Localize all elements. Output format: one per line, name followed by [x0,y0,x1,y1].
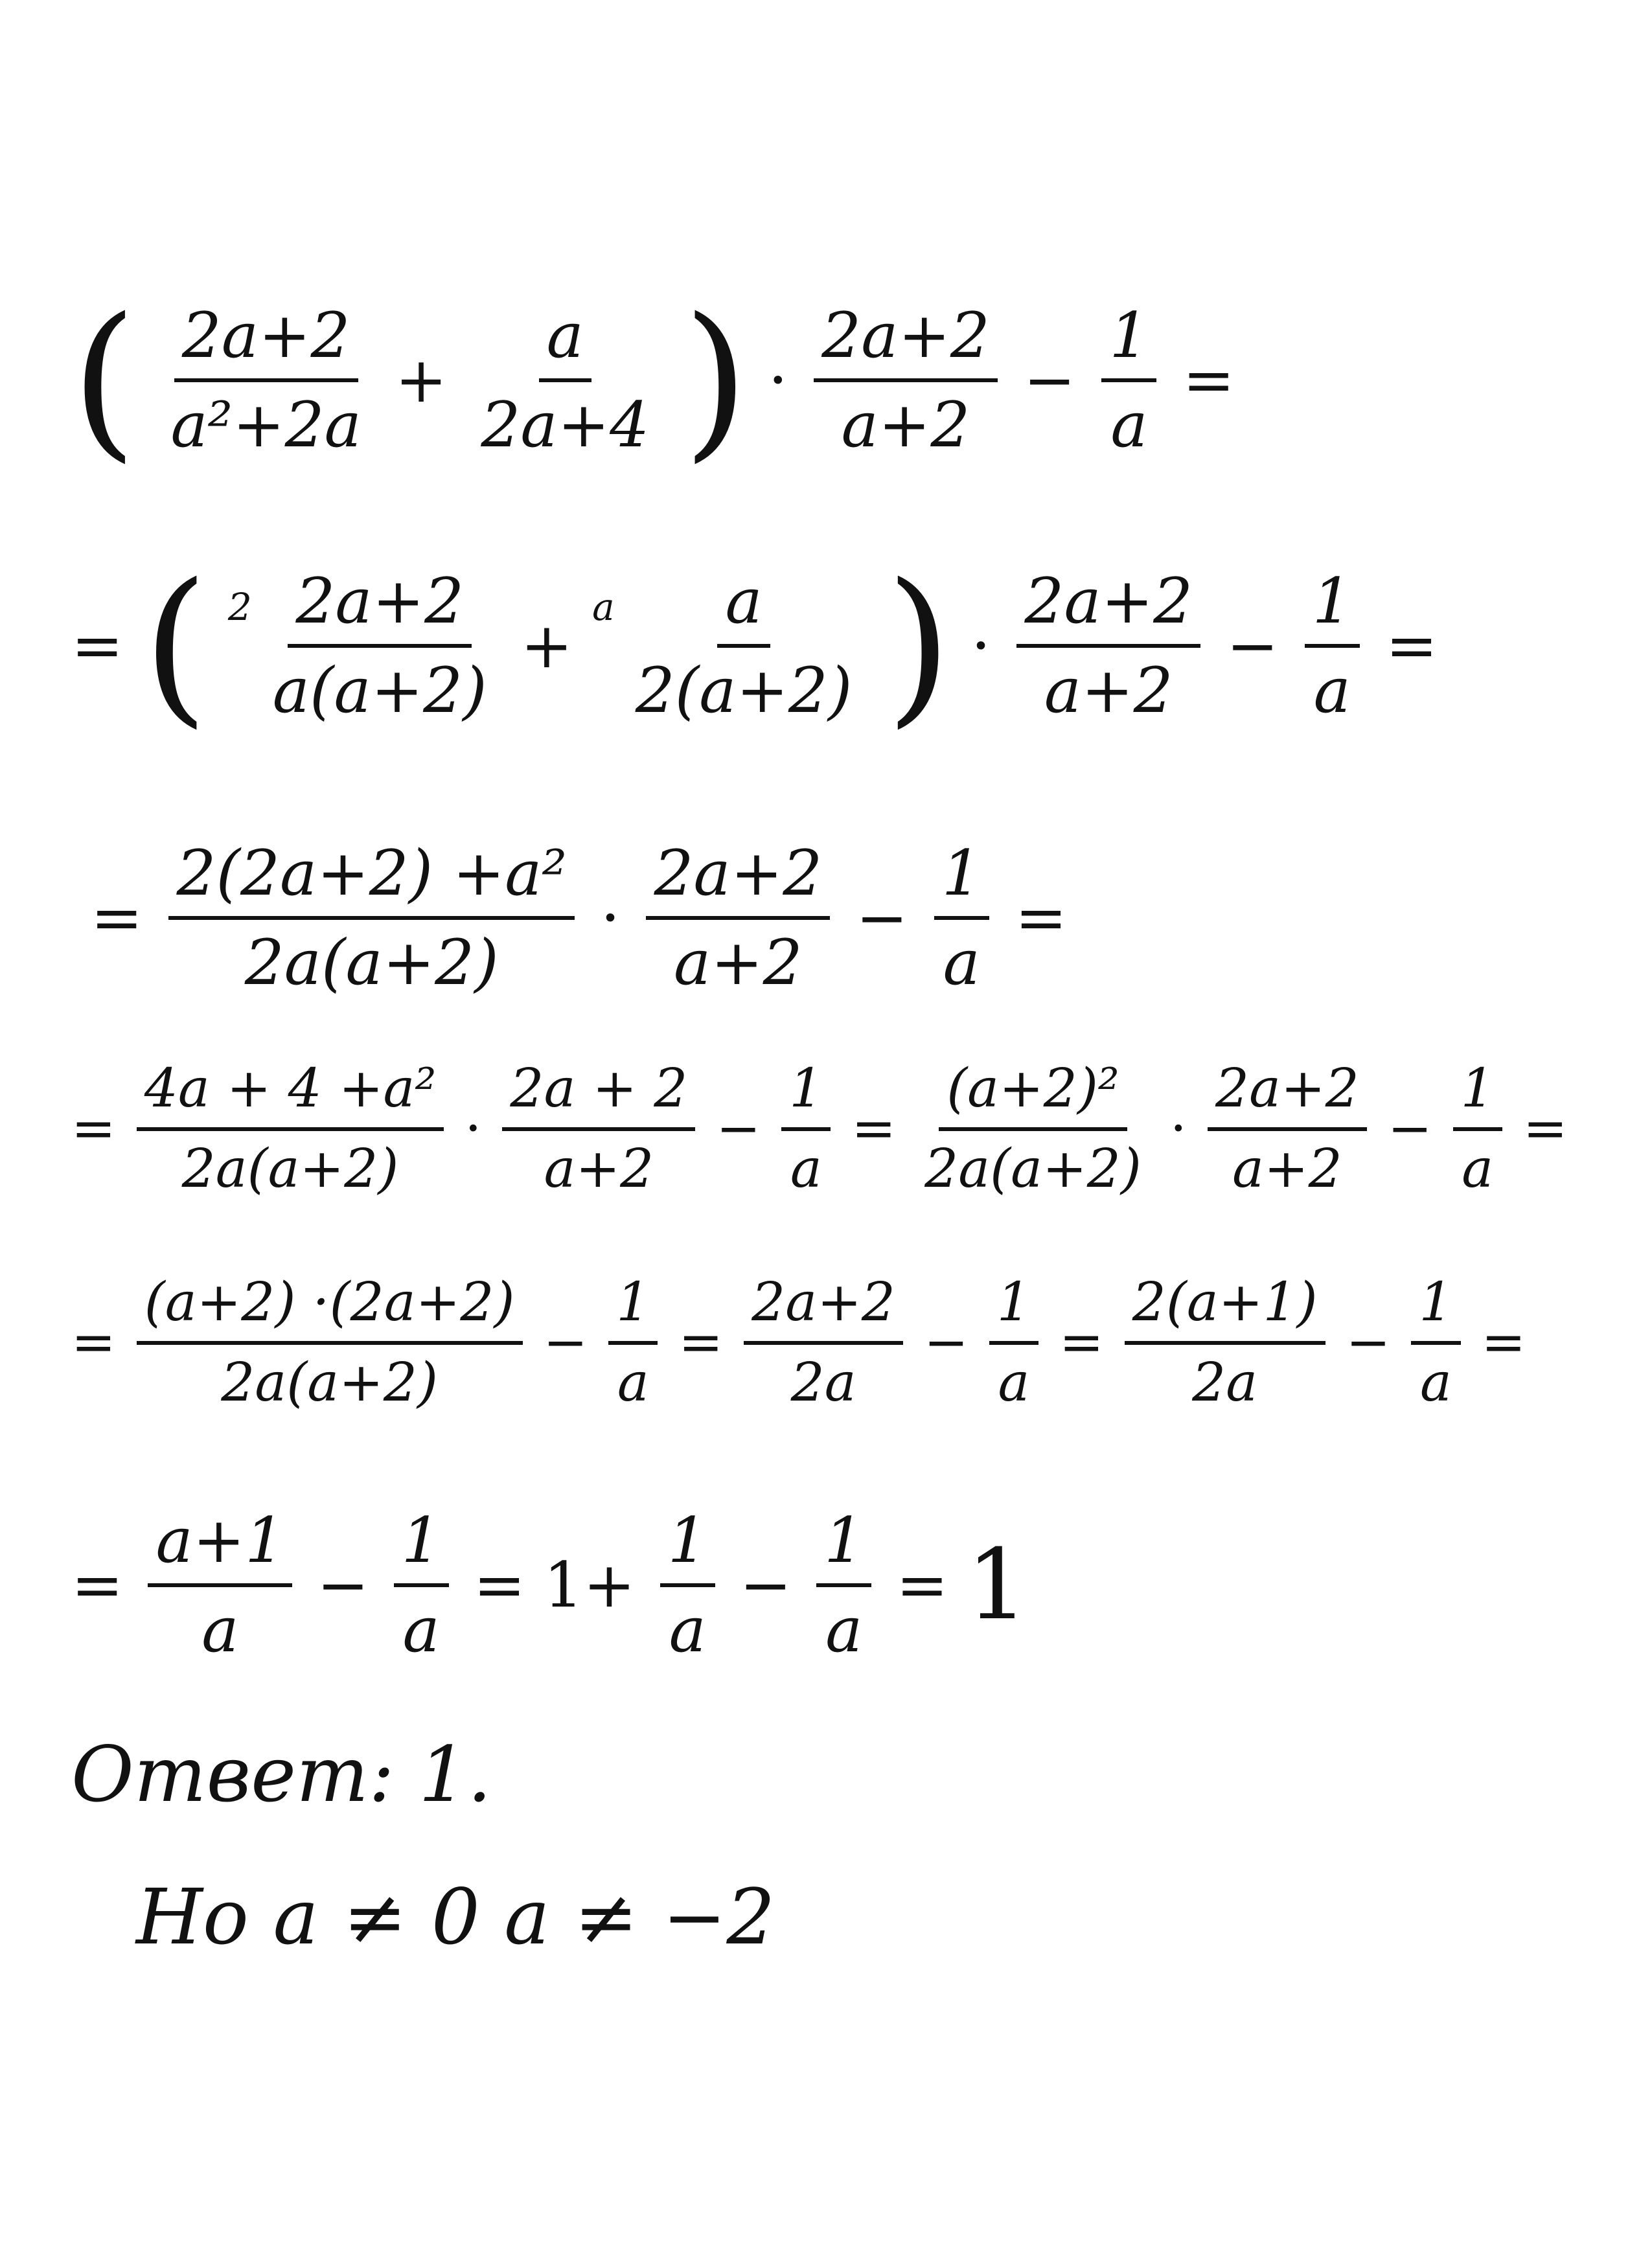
denominator: a [669,1594,706,1666]
fraction [737,1272,910,1414]
denominator: a²+2a [170,389,361,461]
fraction [466,299,663,461]
one-plus: 1+ [544,1549,636,1621]
domain-condition: Но a ≠ 0 a ≠ −2 [136,1872,775,1962]
left-paren: ( [143,548,209,744]
denominator: a [1110,389,1148,461]
denominator: 2a(a+2) [221,1352,439,1414]
multiply-sign: · [970,610,991,682]
equals-sign: = [896,1549,948,1621]
numerator: (a+2) ·(2a+2) [137,1276,523,1345]
numerator: 2a+2 [1208,1062,1367,1131]
equals-sign: = [473,1549,526,1621]
denominator: 2a [790,1352,856,1414]
numerator: 2a+2 [1016,570,1200,648]
equals-sign: = [71,1312,116,1373]
minus-sign: − [1346,1312,1391,1373]
denominator: 2a+4 [481,389,650,461]
minus-sign: − [317,1549,369,1621]
denominator: a(a+2) [272,654,487,727]
minus-sign: − [1226,610,1279,682]
numerator: 1 [660,1509,715,1587]
numerator: a [539,304,591,382]
denominator: a [943,926,980,999]
equals-sign: = [91,882,143,954]
step-6 [71,1504,1652,1666]
numerator: 2a+2 [646,842,830,920]
denominator: a [998,1352,1030,1414]
equals-sign: = [1385,610,1438,682]
numerator: 2a+2 [744,1276,903,1345]
fraction [602,1272,664,1414]
equals-sign: = [1059,1312,1104,1373]
plus-sign: + [395,344,448,417]
minus-sign: − [856,882,908,954]
denominator: a [1462,1138,1494,1200]
fraction [775,1058,837,1200]
right-paren: ) [683,282,749,478]
equals-sign: = [851,1098,897,1160]
denominator: a [617,1352,649,1414]
factor-note: a [592,585,615,629]
denominator: 2a(a+2) [244,926,499,999]
denominator: 2a [1192,1352,1258,1414]
equals-sign: = [71,1549,124,1621]
equals-sign: = [71,1098,116,1160]
step-3 [91,837,1652,999]
numerator: 1 [781,1062,831,1131]
step-4 [71,1058,1652,1200]
equals-sign: = [1015,882,1068,954]
denominator: a+2 [673,926,803,999]
multiply-sign: · [1169,1098,1187,1160]
denominator: 2a(a+2) [181,1138,399,1200]
fraction [130,1272,529,1414]
equals-sign: = [71,610,124,682]
fraction [928,837,996,999]
numerator: 2(a+1) [1125,1276,1325,1345]
fraction [1010,565,1207,727]
minus-sign: − [1023,344,1076,417]
fraction [1118,1272,1332,1414]
numerator: 1 [816,1509,871,1587]
fraction [1201,1058,1373,1200]
multiply-sign: · [768,344,788,417]
fraction [496,1058,702,1200]
step-2 [71,548,1652,744]
denominator: a [825,1594,863,1666]
numerator: 2a + 2 [502,1062,695,1131]
numerator: 1 [1411,1276,1460,1345]
fraction [983,1272,1045,1414]
denominator: a [201,1594,239,1666]
denominator: 2a(a+2) [924,1138,1141,1200]
numerator: 2a+2 [288,570,472,648]
denominator: 2(a+2) [635,654,853,727]
fraction [1405,1272,1467,1414]
fraction [387,1504,455,1666]
numerator: 1 [1101,304,1156,382]
numerator: 1 [989,1276,1038,1345]
numerator: a+1 [148,1509,292,1587]
equals-sign: = [678,1312,724,1373]
minus-sign: − [543,1312,588,1373]
numerator: 2a+2 [174,304,358,382]
multiply-sign: · [465,1098,482,1160]
factor-note: 2 [227,585,252,629]
fraction [810,1504,878,1666]
numerator: 1 [608,1276,658,1345]
denominator: a [1313,654,1351,727]
fraction [162,837,580,999]
numerator: 1 [394,1509,449,1587]
fraction [807,299,1004,461]
minus-sign: − [924,1312,969,1373]
fraction [910,1058,1156,1200]
fraction [156,299,375,461]
denominator: a+2 [1232,1138,1342,1200]
fraction [621,565,867,727]
denominator: a [790,1138,822,1200]
numerator: 1 [1305,570,1360,648]
denominator: a+2 [841,389,970,461]
minus-sign: − [1387,1098,1432,1160]
fraction [141,1504,299,1666]
plus-sign: + [520,610,573,682]
fraction [639,837,836,999]
result-value: 1 [966,1529,1029,1642]
numerator: 4a + 4 +a² [137,1062,444,1131]
answer-line: Ответ: 1. [71,1730,492,1819]
denominator: a [1419,1352,1452,1414]
fraction [1095,299,1163,461]
denominator: a+2 [544,1138,654,1200]
numerator: a [717,570,770,648]
right-paren: ) [886,548,952,744]
fraction [654,1504,722,1666]
numerator: 2(2a+2) +a² [168,842,574,920]
multiply-sign: · [600,882,621,954]
minus-sign: − [739,1549,792,1621]
fraction [258,565,501,727]
equals-sign: = [1522,1098,1568,1160]
denominator: a [402,1594,440,1666]
equals-sign: = [1182,344,1235,417]
numerator: 1 [934,842,989,920]
minus-sign: − [716,1098,761,1160]
equals-sign: = [1481,1312,1526,1373]
fraction [1447,1058,1509,1200]
fraction [130,1058,451,1200]
step-5 [71,1272,1652,1414]
numerator: (a+2)² [939,1062,1127,1131]
denominator: a+2 [1044,654,1173,727]
numerator: 2a+2 [814,304,998,382]
numerator: 1 [1453,1062,1502,1131]
left-paren: ( [71,282,137,478]
fraction [1298,565,1366,727]
step-1 [71,282,1652,478]
